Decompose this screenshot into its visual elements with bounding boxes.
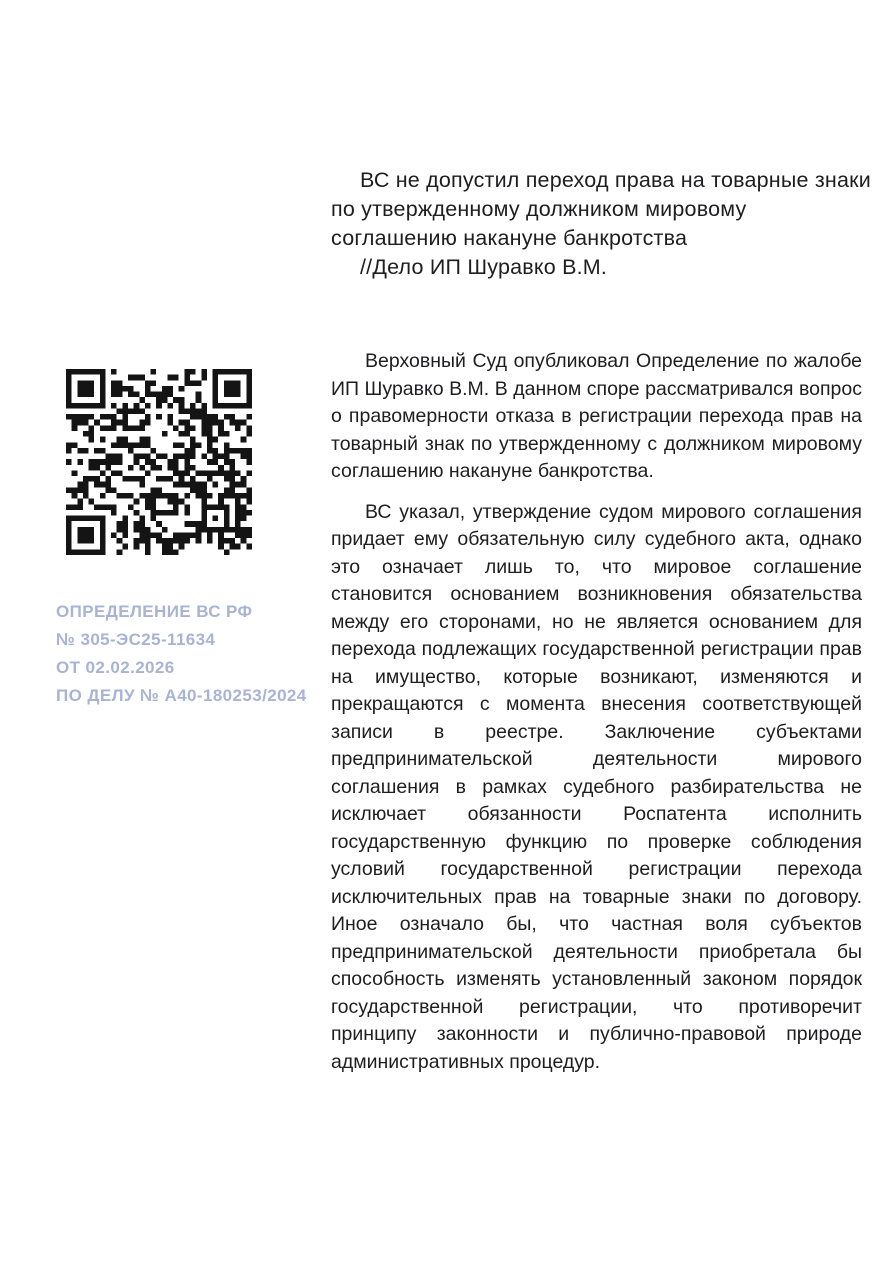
case-reference: //Дело ИП Шуравко В.М. bbox=[360, 255, 608, 279]
ruling-date-line: ОТ 02.02.2026 bbox=[56, 658, 175, 677]
body-paragraph: ВС указал, утверждение судом мирового соглашения придает ему обязательную силу судебного акта, однако это означает лишь то, что мировое соглашение становится основанием возникновения обязательства между его сторонами, но не является основанием для перехода подлежащих государственной регистрации прав на имущество, которые возникают, изменяются и прекращаются с момента внесения соответствующей записи в реестре. Заключение субъектами предпринимательской деятельности мирового соглашения в рамках судебного разбирательства не исключает обязанности Роспатента исполнить государственную функцию по проверке соблюдения условий государственной регистрации перехода исключительных прав на товарные знаки по договору. Иное означало бы, что частная воля субъектов предпринимательской деятельности приобретала бы способность изменять установленный законом порядок государственной регистрации, что противоречит принципу законности и публично-правовой природе административных процедур. bbox=[331, 500, 862, 1073]
case-number-line: ПО ДЕЛУ № А40-180253/2024 bbox=[56, 686, 307, 705]
body-text-column bbox=[331, 348, 862, 1089]
page-title: ВС не допустил переход права на товарные знаки по утвержденному должником мировому соглашению накануне банкротства bbox=[331, 168, 871, 250]
qr-code-image bbox=[66, 369, 252, 555]
ruling-number-line: № 305-ЭС25-11634 bbox=[56, 630, 216, 649]
body-paragraph: Верховный Суд опубликовал Определение по жалобе ИП Шуравко В.М. В данном споре рассматривался вопрос о правомерности отказа в регистрации перехода прав на товарный знак по утвержденному с должником мировому соглашению накануне банкротства. bbox=[331, 350, 862, 482]
qr-code bbox=[66, 369, 252, 555]
ruling-type-line: ОПРЕДЕЛЕНИЕ ВС РФ bbox=[56, 602, 253, 621]
title-block bbox=[331, 166, 875, 282]
ruling-reference-block bbox=[56, 598, 326, 710]
